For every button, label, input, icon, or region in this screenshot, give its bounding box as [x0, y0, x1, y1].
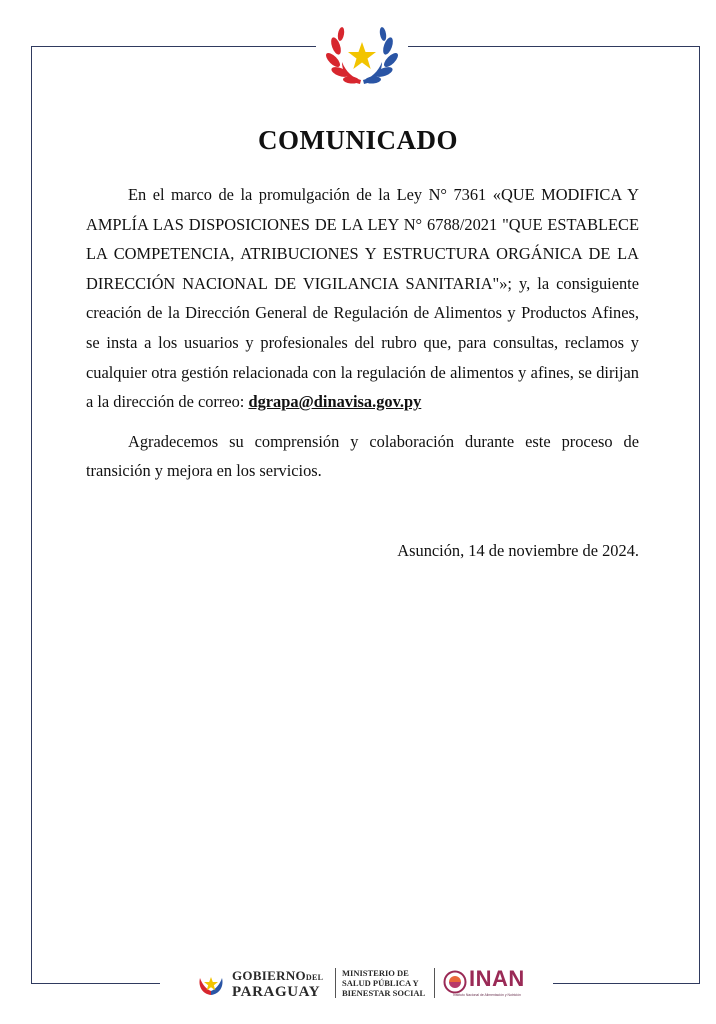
document-title: COMUNICADO	[258, 125, 458, 155]
footer-divider-2	[434, 968, 435, 998]
inan-subtitle: Instituto Nacional de Alimentación y Nutrición	[453, 993, 521, 997]
paragraph-1-text: En el marco de la promulgación de la Ley N° 7361 «QUE MODIFICA Y AMPLÍA LAS DISPOSICIONES DE LA LEY N° 6788/2021 "QUE ESTABLECE LA COMPETENCIA, ATRIBUCIONES Y ESTRUCTURA ORGÁNICA DE LA DIRECCIÓN NACIONAL DE VIGILANCIA SANITARIA"»; y, la consiguiente creación de la Dirección General de Regulación de Alimentos y Productos Afines, se insta a los usuarios y profesionales del rubro que, para consultas, reclamos y cualquier otra gestión relacionada con la regulación de alimentos y afines, se dirijan a la dirección de correo:	[86, 185, 639, 412]
communique-body	[86, 180, 639, 486]
footer-logos	[196, 962, 536, 1004]
contact-email-link[interactable]: dgrapa@dinavisa.gov.py	[248, 392, 422, 412]
ministerio-line-1: MINISTERIO DE	[342, 968, 409, 978]
gobierno-word: GOBIERNO	[232, 968, 306, 983]
gobierno-paraguay-logo	[232, 969, 323, 999]
gobierno-seal-icon	[196, 970, 226, 998]
ministerio-logo	[342, 968, 425, 998]
ministerio-line-2: SALUD PÚBLICA Y	[342, 978, 419, 988]
body-paragraph-2: Agradecemos su comprensión y colaboración durante este proceso de transición y mejora en los servicios.	[86, 431, 639, 481]
date-line: Asunción, 14 de noviembre de 2024.	[397, 541, 639, 560]
gobierno-del: DEL	[305, 973, 324, 982]
footer-divider-1	[335, 968, 336, 998]
ministerio-line-3: BIENESTAR SOCIAL	[342, 988, 426, 998]
inan-logo-icon	[443, 970, 467, 994]
body-paragraph-1	[86, 180, 639, 417]
paraguay-national-seal-icon	[320, 12, 404, 92]
paraguay-word: PARAGUAY	[232, 984, 321, 1000]
inan-logo-text: INAN	[469, 966, 525, 991]
